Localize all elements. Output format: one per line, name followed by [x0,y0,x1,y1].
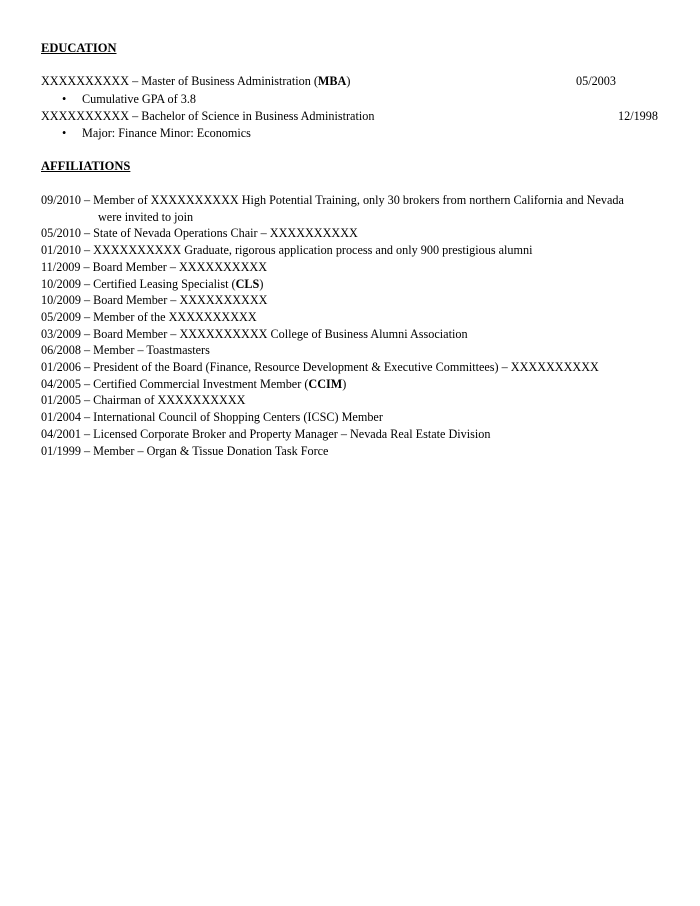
affiliation-item: 03/2009 – Board Member – XXXXXXXXXX College of Business Alumni Association [41,326,468,341]
education-entry-1 [41,74,350,89]
affiliation-item: 01/2004 – International Council of Shopping Centers (ICSC) Member [41,410,383,425]
affiliation-item: 05/2010 – State of Nevada Operations Chair – XXXXXXXXXX [41,226,358,241]
affiliation-item: 10/2009 – Board Member – XXXXXXXXXX [41,293,268,308]
affiliation-item: 01/2006 – President of the Board (Finance, Resource Development & Executive Committees) – XXXXXXXXXX [41,360,599,375]
affiliations-heading: AFFILIATIONS [41,159,131,173]
bullet-icon: • [62,92,67,106]
affiliation-item: 05/2009 – Member of the XXXXXXXXXX [41,309,257,324]
school-name: XXXXXXXXXX [41,74,130,88]
affiliation-continuation: were invited to join [98,209,194,224]
bullet-text: Cumulative GPA of 3.8 [82,92,196,106]
affiliation-item: 04/2005 – Certified Commercial Investment Member (CCIM) [41,376,347,391]
degree-text: – Master of Business Administration ( [129,74,318,88]
degree-abbrev: MBA [317,74,347,88]
affiliation-item: 06/2008 – Member – Toastmasters [41,343,210,358]
degree-suffix: ) [346,74,351,88]
education-bullet-1 [62,92,196,107]
bullet-icon: • [62,126,67,140]
affiliation-item: 10/2009 – Certified Leasing Specialist (CLS) [41,276,264,291]
education-heading: EDUCATION [41,41,117,55]
bullet-text: Major: Finance Minor: Economics [82,126,251,140]
affiliation-item: 01/2010 – XXXXXXXXXX Graduate, rigorous application process and only 900 prestigious alumni [41,243,533,258]
affiliation-item: 09/2010 – Member of XXXXXXXXXX High Potential Training, only 30 brokers from northern California and Nevada were invited to join [41,192,661,225]
degree-text: – Bachelor of Science in Business Administration [129,109,375,123]
affiliation-item: 04/2001 – Licensed Corporate Broker and Property Manager – Nevada Real Estate Division [41,426,491,441]
school-name: XXXXXXXXXX [41,109,130,123]
education-date-1: 05/2003 [576,74,616,88]
affiliation-item: 01/1999 – Member – Organ & Tissue Donation Task Force [41,443,329,458]
education-entry-2 [41,109,374,124]
education-date-2: 12/1998 [618,109,658,123]
affiliation-item: 01/2005 – Chairman of XXXXXXXXXX [41,393,246,408]
education-bullet-2 [62,126,251,141]
affiliations-list [41,192,661,459]
affiliation-item: 11/2009 – Board Member – XXXXXXXXXX [41,259,268,274]
